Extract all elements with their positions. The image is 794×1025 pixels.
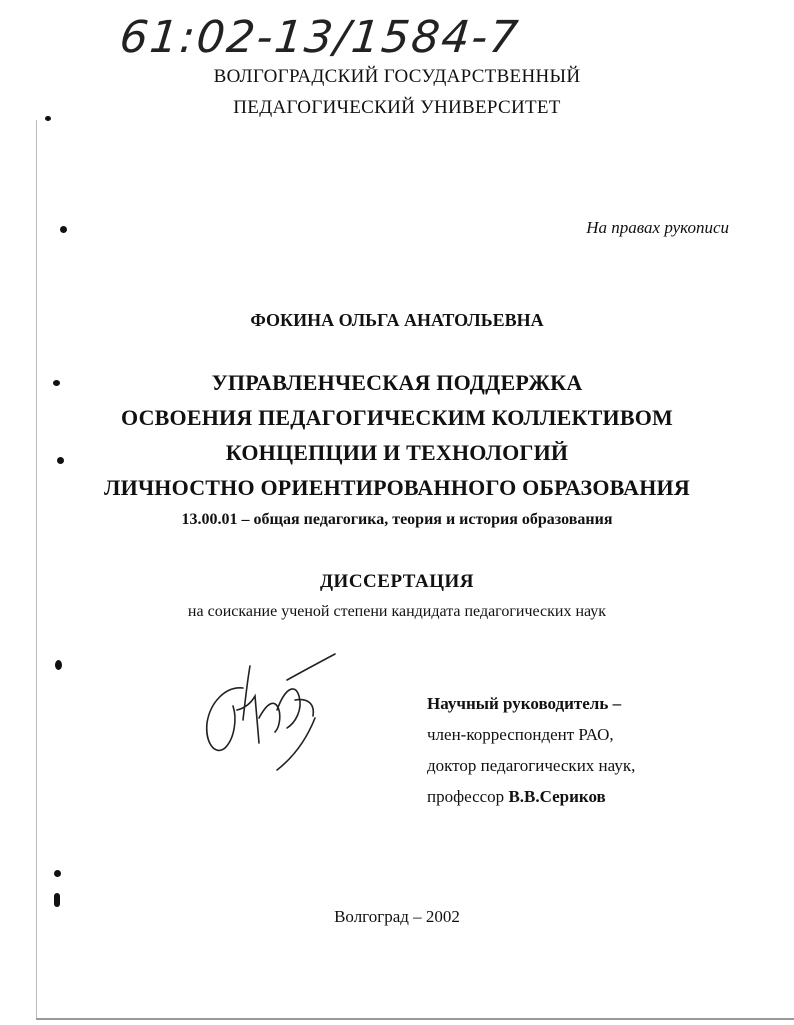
place-and-year: Волгоград – 2002	[334, 907, 460, 926]
advisor-title-2: доктор педагогических наук,	[427, 756, 636, 775]
specialty-code: 13.00.01 – общая педагогика, теория и история образования	[181, 511, 613, 528]
title-line: ЛИЧНОСТНО ОРИЕНТИРОВАННОГО ОБРАЗОВАНИЯ	[104, 475, 690, 500]
title-line: КОНЦЕПЦИИ И ТЕХНОЛОГИЙ	[225, 440, 569, 465]
page-edge-line	[36, 120, 37, 1020]
title-line: УПРАВЛЕНЧЕСКАЯ ПОДДЕРЖКА	[211, 370, 583, 395]
registry-number-handwritten: 61:02-13/1584-7	[117, 12, 523, 63]
author-name: ФОКИНА ОЛЬГА АНАТОЛЬЕВНА	[250, 310, 544, 330]
page-bottom-edge	[36, 1018, 794, 1020]
manuscript-rights: На правах рукописи	[586, 218, 729, 237]
university-line-1: ВОЛГОГРАДСКИЙ ГОСУДАРСТВЕННЫЙ	[213, 66, 581, 87]
advisor-line-3	[427, 787, 606, 807]
advisor-heading: Научный руководитель –	[427, 694, 622, 713]
advisor-name: В.В.Сериков	[508, 787, 606, 806]
margin-mark	[54, 870, 61, 877]
margin-mark	[60, 226, 67, 233]
margin-mark	[55, 660, 62, 670]
margin-mark	[54, 893, 60, 907]
signature	[195, 648, 345, 778]
degree-statement: на соискание ученой степени кандидата педагогических наук	[187, 603, 607, 620]
advisor-rank: профессор	[427, 787, 509, 806]
document-type: ДИССЕРТАЦИЯ	[319, 571, 475, 592]
advisor-title-1: член-корреспондент РАО,	[427, 725, 614, 744]
title-line: ОСВОЕНИЯ ПЕДАГОГИЧЕСКИМ КОЛЛЕКТИВОМ	[120, 405, 674, 430]
university-line-2: ПЕДАГОГИЧЕСКИЙ УНИВЕРСИТЕТ	[233, 97, 561, 118]
